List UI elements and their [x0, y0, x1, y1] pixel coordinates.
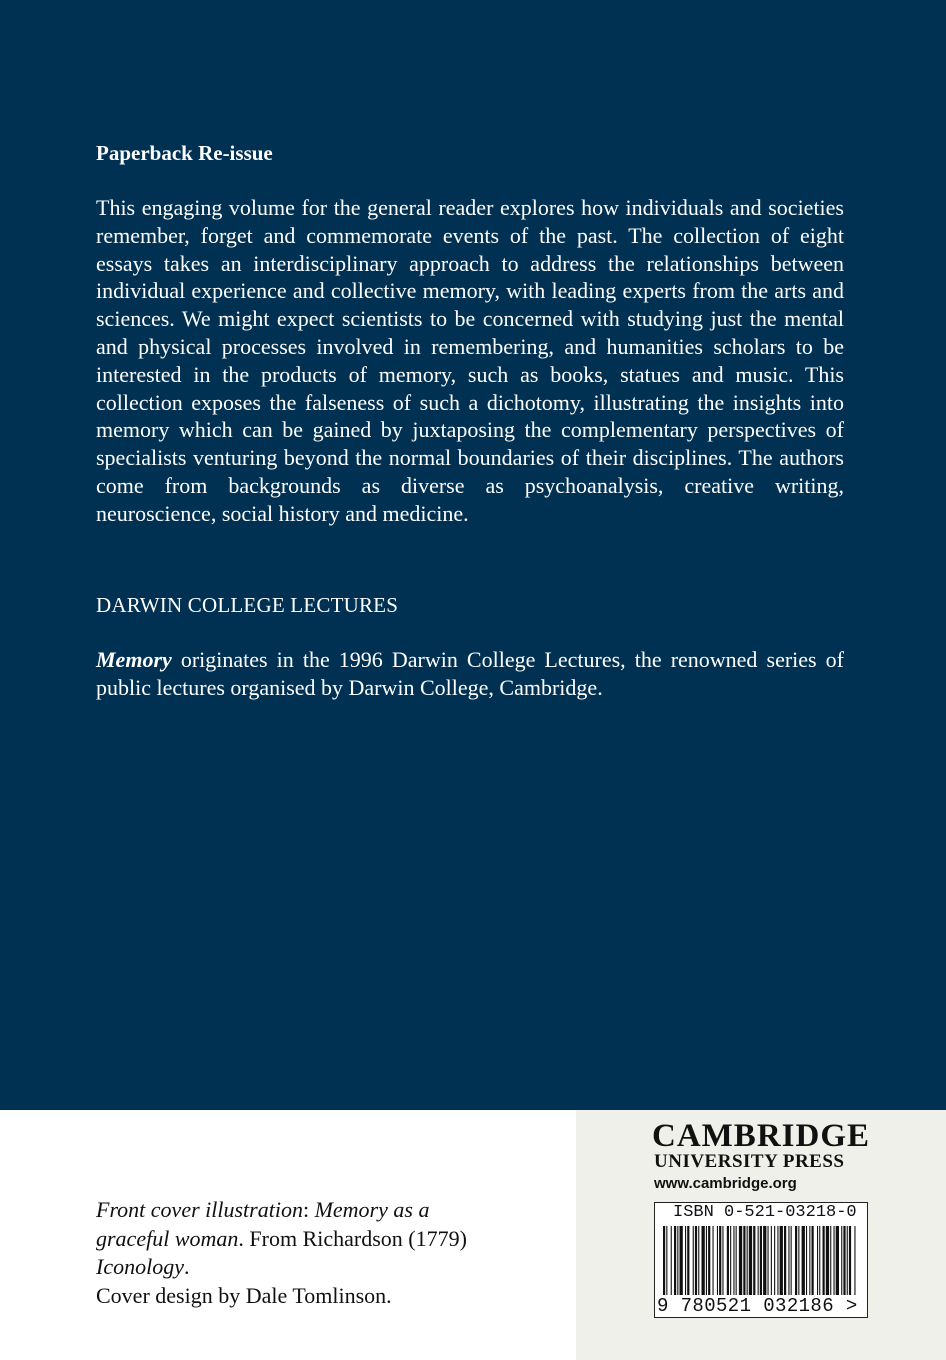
barcode-bar: [812, 1226, 814, 1296]
barcode-bar: [743, 1226, 745, 1296]
barcode-bar: [798, 1226, 799, 1296]
credit-from: . From Richardson (1779): [238, 1225, 467, 1251]
barcode-bar: [763, 1226, 766, 1296]
barcode-bar: [687, 1226, 689, 1296]
barcode-bar: [771, 1226, 772, 1296]
credit-design: Cover design by Dale Tomlinson.: [96, 1282, 392, 1308]
barcode-bar: [747, 1226, 748, 1296]
barcode-bar: [706, 1226, 707, 1296]
publisher-url: www.cambridge.org: [654, 1175, 797, 1192]
barcode-bar: [836, 1226, 839, 1296]
barcode-bar: [736, 1226, 737, 1296]
barcode-bar: [739, 1226, 742, 1296]
barcode-bar: [795, 1226, 797, 1296]
barcode-bar: [713, 1226, 714, 1296]
barcode-bar: [806, 1226, 807, 1296]
barcode-bar: [841, 1226, 842, 1296]
barcode-bar: [809, 1226, 810, 1296]
barcode-bar: [695, 1226, 697, 1296]
barcode-bar: [717, 1226, 718, 1296]
barcode-bar: [823, 1226, 825, 1296]
book-description: This engaging volume for the general reader explores how individuals and societies remember, forget and commemorate events of the past. The collection of eight essays takes an interdisciplinary approach to address the relationships between individual experience and collective memory, with leading experts from the arts and sciences. We might expect scientists to be concerned with studying just the mental and physical processes involved in remembering, and humanities scholars to be interested in the products of memory, such as books, statues and music. This collection exposes the falseness of such a dichotomy, illustrating the insights into memory which can be gained by juxtaposing the complementary perspectives of specialists venturing beyond the normal boundaries of their disciplines. The authors come from backgrounds as diverse as psychoanalysis, creative writing, neuroscience, social history and medicine.: [96, 195, 844, 526]
barcode-bar: [830, 1226, 831, 1296]
barcode-bar: [671, 1226, 672, 1296]
barcode-bar: [719, 1226, 721, 1296]
barcode-bar: [702, 1226, 705, 1296]
barcode-bar: [791, 1226, 792, 1296]
barcode-bar: [826, 1226, 829, 1296]
barcode-bar: [784, 1226, 786, 1296]
credit-sep: :: [302, 1197, 315, 1222]
barcode-bar: [802, 1226, 805, 1296]
barcode-bar: [753, 1226, 755, 1296]
barcode-bar: [768, 1226, 769, 1296]
barcode-bars: [661, 1226, 861, 1296]
barcode-bar: [819, 1226, 820, 1296]
barcode-bar: [788, 1226, 789, 1296]
barcode-bar: [677, 1226, 678, 1296]
barcode-bar: [708, 1226, 710, 1296]
barcode-bar: [666, 1226, 667, 1296]
origin-title: Memory: [96, 647, 172, 672]
credit-title: Memory as a graceful woman: [96, 1197, 430, 1251]
barcode-bar: [749, 1226, 752, 1296]
credit-label: Front cover illustration: [96, 1197, 303, 1222]
barcode-bar: [774, 1226, 775, 1296]
credit-end: .: [183, 1254, 190, 1279]
barcode-bar: [730, 1226, 731, 1296]
barcode-bar: [693, 1226, 694, 1296]
cover-credit: [96, 1196, 496, 1310]
publisher-subtitle: UNIVERSITY PRESS: [654, 1151, 845, 1172]
edition-label: Paperback Re-issue: [96, 141, 273, 165]
barcode-bar: [847, 1226, 848, 1296]
barcode-bar: [663, 1226, 665, 1296]
publisher-name: CAMBRIDGE: [652, 1118, 871, 1154]
barcode-bar: [777, 1226, 778, 1296]
barcode-bar: [854, 1226, 855, 1296]
isbn-text: ISBN 0-521-03218-0: [673, 1203, 857, 1222]
series-name: DARWIN COLLEGE LECTURES: [96, 593, 399, 617]
origin-text: originates in the 1996 Darwin College Lectures, the renowned series of public lectures organised by Darwin College, Cambridge.: [96, 647, 844, 700]
barcode-bar: [843, 1226, 845, 1296]
barcode-bar: [780, 1226, 783, 1296]
barcode-bar: [722, 1226, 723, 1296]
barcode-bar: [758, 1226, 759, 1296]
barcode-bar: [685, 1226, 686, 1296]
barcode-bar: [680, 1226, 683, 1296]
barcode-bar: [849, 1226, 851, 1296]
credit-source: Iconology: [96, 1254, 184, 1279]
barcode-bar: [760, 1226, 762, 1296]
barcode-bar: [733, 1226, 734, 1296]
barcode-bar: [698, 1226, 699, 1296]
origin-note: [96, 646, 844, 702]
barcode-bar: [817, 1226, 818, 1296]
barcode-bar: [834, 1226, 835, 1296]
barcode-bar: [727, 1226, 729, 1296]
ean-digits: 9 780521 032186 >: [657, 1295, 858, 1317]
barcode-bar: [674, 1226, 676, 1296]
